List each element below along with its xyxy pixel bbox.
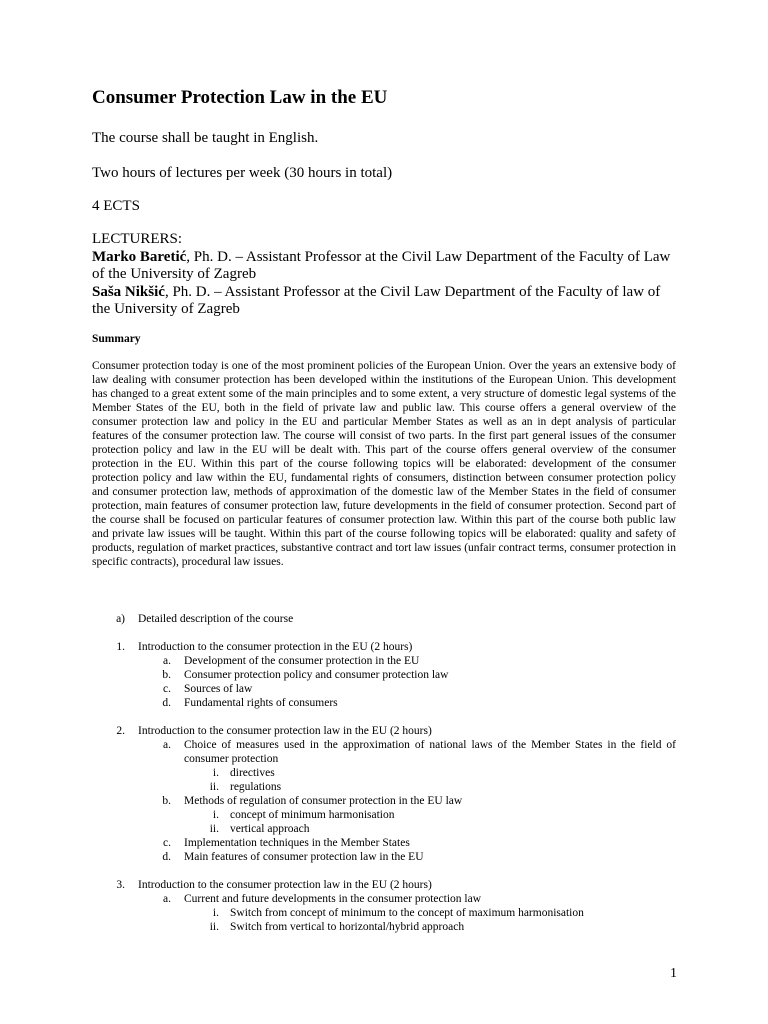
list-text: regulations [230, 781, 282, 793]
list-marker: i. [212, 767, 219, 779]
list-text: Sources of law [184, 683, 253, 695]
lecturer-name: Saša Nikšić [92, 283, 165, 300]
lecturers-label: LECTURERS: [92, 231, 183, 247]
document-title: Consumer Protection Law in the EU [92, 87, 388, 108]
list-marker: 2. [116, 725, 125, 737]
list-marker: a. [163, 893, 171, 905]
lecturer-name: Marko Baretić [92, 248, 187, 265]
outline-section [92, 878, 676, 892]
outline-item [92, 668, 676, 682]
outline-item [92, 738, 676, 766]
outline-item [92, 850, 676, 864]
list-marker: a. [163, 655, 171, 667]
list-text: Detailed description of the course [138, 613, 294, 625]
list-text: Choice of measures used in the approximation of national laws of the Member States in the field of consumer protection [184, 739, 676, 765]
outline-item [92, 892, 676, 906]
list-text: Implementation techniques in the Member States [184, 837, 410, 849]
outline-subitem [92, 920, 676, 934]
list-text: directives [230, 767, 275, 779]
list-marker: 3. [116, 879, 125, 891]
list-text: Current and future developments in the consumer protection law [184, 893, 481, 905]
list-marker: c. [163, 837, 171, 849]
list-marker: 1. [116, 641, 125, 653]
list-marker: b. [162, 795, 171, 807]
outline-item [92, 696, 676, 710]
ects-credits: 4 ECTS [92, 198, 140, 214]
list-marker: d. [162, 697, 171, 709]
list-text: Consumer protection policy and consumer protection law [184, 669, 449, 681]
outline-subitem [92, 780, 676, 794]
summary-paragraph: Consumer protection today is one of the most prominent policies of the European Union. Over the years an extensive body of law dealing with consumer protection has been developed within the institutions of the European Union. This development has changed to a great extent some of the main principles and to some extent, a very structure of domestic legal systems of the Member States of the EU, both in the field of private law and public law. This course offers a general overview of the consumer protection law and policy in the EU and particular Member States as well as an in dept analysis of particular features of the consumer protection law. The course will consist of two parts. In the first part general issues of the consumer protection policy and law in the EU will be dealt with. This part of the course offers general overview of the consumer protection in the EU. Within this part of the course following topics will be elaborated: development of the consumer protection policy and law within the EU, fundamental rights of consumers, distinction between consumer protection policy and consumer protection law, methods of approximation of the domestic law of the Member States in the field of consumer protection, main features of consumer protection law, future developments in the field of consumer protection. Second part of the course shall be focused on particular features of consumer protection law. Within this part of the course both public law and private law issues will be taught. Within this part of the course following topics will be elaborated: quality and safety of products, regulation of market practices, substantive contract and tort law issues (unfair contract terms, consumer protection in specific contracts), procedural law issues. [92, 360, 676, 568]
list-text: Switch from concept of minimum to the concept of maximum harmonisation [230, 907, 584, 919]
outline-subitem [92, 808, 676, 822]
list-text: Introduction to the consumer protection law in the EU (2 hours) [138, 879, 432, 891]
list-marker: c. [163, 683, 171, 695]
lecturer-description: , Ph. D. – Assistant Professor at the Civil Law Department of the Faculty of law of the University of Zagreb [92, 283, 661, 317]
list-marker: ii. [209, 921, 219, 933]
list-marker: d. [162, 851, 171, 863]
list-marker: a. [163, 739, 171, 751]
outline-item [92, 794, 676, 808]
summary-heading: Summary [92, 333, 141, 345]
lecturer-entry [92, 284, 677, 319]
outline-intro [92, 612, 676, 626]
lecturer-entry [92, 249, 677, 284]
language-note: The course shall be taught in English. [92, 130, 319, 146]
list-text: Introduction to the consumer protection in the EU (2 hours) [138, 641, 413, 653]
outline-item [92, 836, 676, 850]
outline-item [92, 682, 676, 696]
outline-subitem [92, 906, 676, 920]
list-text: concept of minimum harmonisation [230, 809, 395, 821]
list-text: Switch from vertical to horizontal/hybrid approach [230, 921, 465, 933]
page-number: 1 [670, 966, 677, 981]
outline-section [92, 724, 676, 738]
outline-subitem [92, 822, 676, 836]
outline-subitem [92, 766, 676, 780]
list-text: Methods of regulation of consumer protection in the EU law [184, 795, 463, 807]
hours-note: Two hours of lectures per week (30 hours in total) [92, 165, 393, 181]
course-outline [92, 612, 676, 934]
list-marker: ii. [209, 781, 219, 793]
list-marker: i. [212, 809, 219, 821]
list-text: Development of the consumer protection in the EU [184, 655, 420, 667]
list-text: vertical approach [230, 823, 310, 835]
list-marker: a) [116, 613, 125, 625]
lecturer-description: , Ph. D. – Assistant Professor at the Civil Law Department of the Faculty of Law of the University of Zagreb [92, 248, 671, 282]
list-text: Fundamental rights of consumers [184, 697, 338, 709]
outline-item [92, 654, 676, 668]
list-text: Main features of consumer protection law in the EU [184, 851, 424, 863]
list-text: Introduction to the consumer protection law in the EU (2 hours) [138, 725, 432, 737]
list-marker: i. [212, 907, 219, 919]
list-marker: b. [162, 669, 171, 681]
lecturers-section [92, 231, 677, 319]
list-marker: ii. [209, 823, 219, 835]
outline-section [92, 640, 676, 654]
